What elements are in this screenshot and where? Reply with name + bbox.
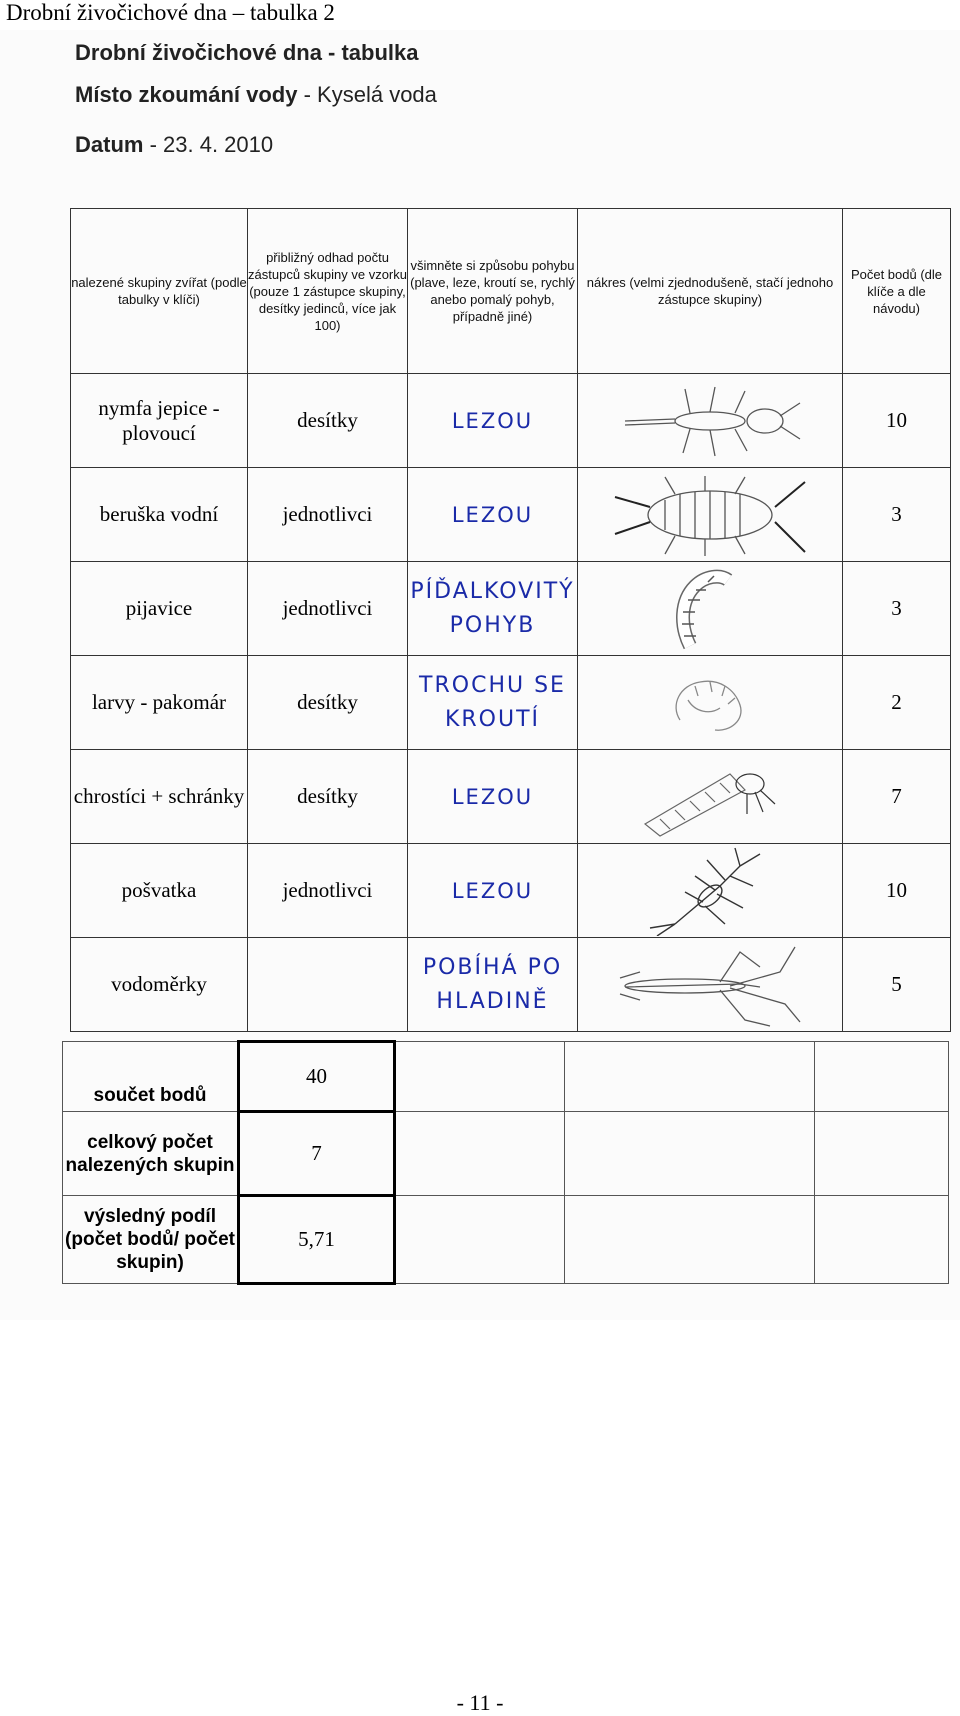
row-movement: PÍĎALKOVITÝ POHYB: [408, 562, 578, 656]
empty-cell: [565, 1112, 815, 1196]
page-title: Drobní živočichové dna – tabulka 2: [6, 0, 335, 25]
row-points: 5: [843, 938, 951, 1032]
row-movement: LEZOU: [408, 374, 578, 468]
row-drawing: [578, 656, 843, 750]
midge-larva-icon: [650, 660, 770, 746]
row-estimate: desítky: [248, 750, 408, 844]
summary-table: [62, 1040, 949, 1285]
row-group: nymfa jepice - plovoucí: [71, 374, 248, 468]
header-group: nalezené skupiny zvířat (podle tabulky v klíči): [71, 209, 248, 374]
empty-cell: [395, 1112, 565, 1196]
empty-cell: [565, 1042, 815, 1112]
caddisfly-case-icon: [635, 754, 785, 840]
water-strider-icon: [610, 942, 810, 1028]
row-movement: LEZOU: [408, 750, 578, 844]
empty-cell: [395, 1042, 565, 1112]
row-movement: LEZOU: [408, 844, 578, 938]
row-estimate: [248, 938, 408, 1032]
row-group: beruška vodní: [71, 468, 248, 562]
row-points: 7: [843, 750, 951, 844]
row-points: 3: [843, 468, 951, 562]
sheet-location: Místo zkoumání vody - Kyselá voda: [75, 82, 437, 107]
empty-cell: [815, 1196, 949, 1284]
mayfly-nymph-icon: [615, 381, 805, 461]
table-row: [71, 374, 951, 468]
table-row: [71, 844, 951, 938]
leech-icon: [650, 566, 770, 652]
row-points: 2: [843, 656, 951, 750]
row-drawing: [578, 938, 843, 1032]
count-label: celkový počet nalezených skupin: [63, 1112, 239, 1196]
row-movement: LEZOU: [408, 468, 578, 562]
row-estimate: jednotlivci: [248, 468, 408, 562]
header-drawing: nákres (velmi zjednodušeně, stačí jednoho zástupce skupiny): [578, 209, 843, 374]
sum-value: 40: [239, 1042, 395, 1112]
row-group: chrostíci + schránky: [71, 750, 248, 844]
row-estimate: desítky: [248, 656, 408, 750]
row-movement: POBÍHÁ PO HLADINĚ: [408, 938, 578, 1032]
row-drawing: [578, 562, 843, 656]
row-drawing: [578, 374, 843, 468]
row-group: larvy - pakomár: [71, 656, 248, 750]
summary-row: [63, 1196, 949, 1284]
row-points: 3: [843, 562, 951, 656]
table-row: [71, 562, 951, 656]
table-row: [71, 750, 951, 844]
table-row: [71, 468, 951, 562]
ratio-label: výsledný podíl (počet bodů/ počet skupin): [63, 1196, 239, 1284]
empty-cell: [815, 1112, 949, 1196]
row-drawing: [578, 468, 843, 562]
row-points: 10: [843, 844, 951, 938]
header-movement: všimněte si způsobu pohybu (plave, leze, kroutí se, rychlý anebo pomalý pohyb, případně jiné): [408, 209, 578, 374]
sum-label: součet bodů: [63, 1042, 239, 1112]
empty-cell: [565, 1196, 815, 1284]
row-drawing: [578, 844, 843, 938]
stonefly-icon: [645, 846, 775, 936]
summary-row: [63, 1042, 949, 1112]
header-estimate: přibližný odhad počtu zástupců skupiny ve vzorku (pouze 1 zástupce skupiny, desítky jedinců, více jak 100): [248, 209, 408, 374]
row-group: vodoměrky: [71, 938, 248, 1032]
page-number: - 11 -: [456, 1690, 504, 1715]
row-estimate: jednotlivci: [248, 844, 408, 938]
count-value: 7: [239, 1112, 395, 1196]
row-drawing: [578, 750, 843, 844]
row-points: 10: [843, 374, 951, 468]
empty-cell: [815, 1042, 949, 1112]
table-header: [71, 209, 951, 374]
empty-cell: [395, 1196, 565, 1284]
row-estimate: desítky: [248, 374, 408, 468]
sheet-title: Drobní živočichové dna - tabulka: [75, 40, 419, 65]
table-row: [71, 656, 951, 750]
water-louse-icon: [605, 472, 815, 558]
row-group: pošvatka: [71, 844, 248, 938]
ratio-value: 5,71: [239, 1196, 395, 1284]
table-row: [71, 938, 951, 1032]
row-estimate: jednotlivci: [248, 562, 408, 656]
header-points: Počet bodů (dle klíče a dle návodu): [843, 209, 951, 374]
summary-row: [63, 1112, 949, 1196]
row-movement: TROCHU SE KROUTÍ: [408, 656, 578, 750]
sheet-date: Datum - 23. 4. 2010: [75, 132, 274, 157]
row-group: pijavice: [71, 562, 248, 656]
fauna-table: [70, 208, 951, 1032]
